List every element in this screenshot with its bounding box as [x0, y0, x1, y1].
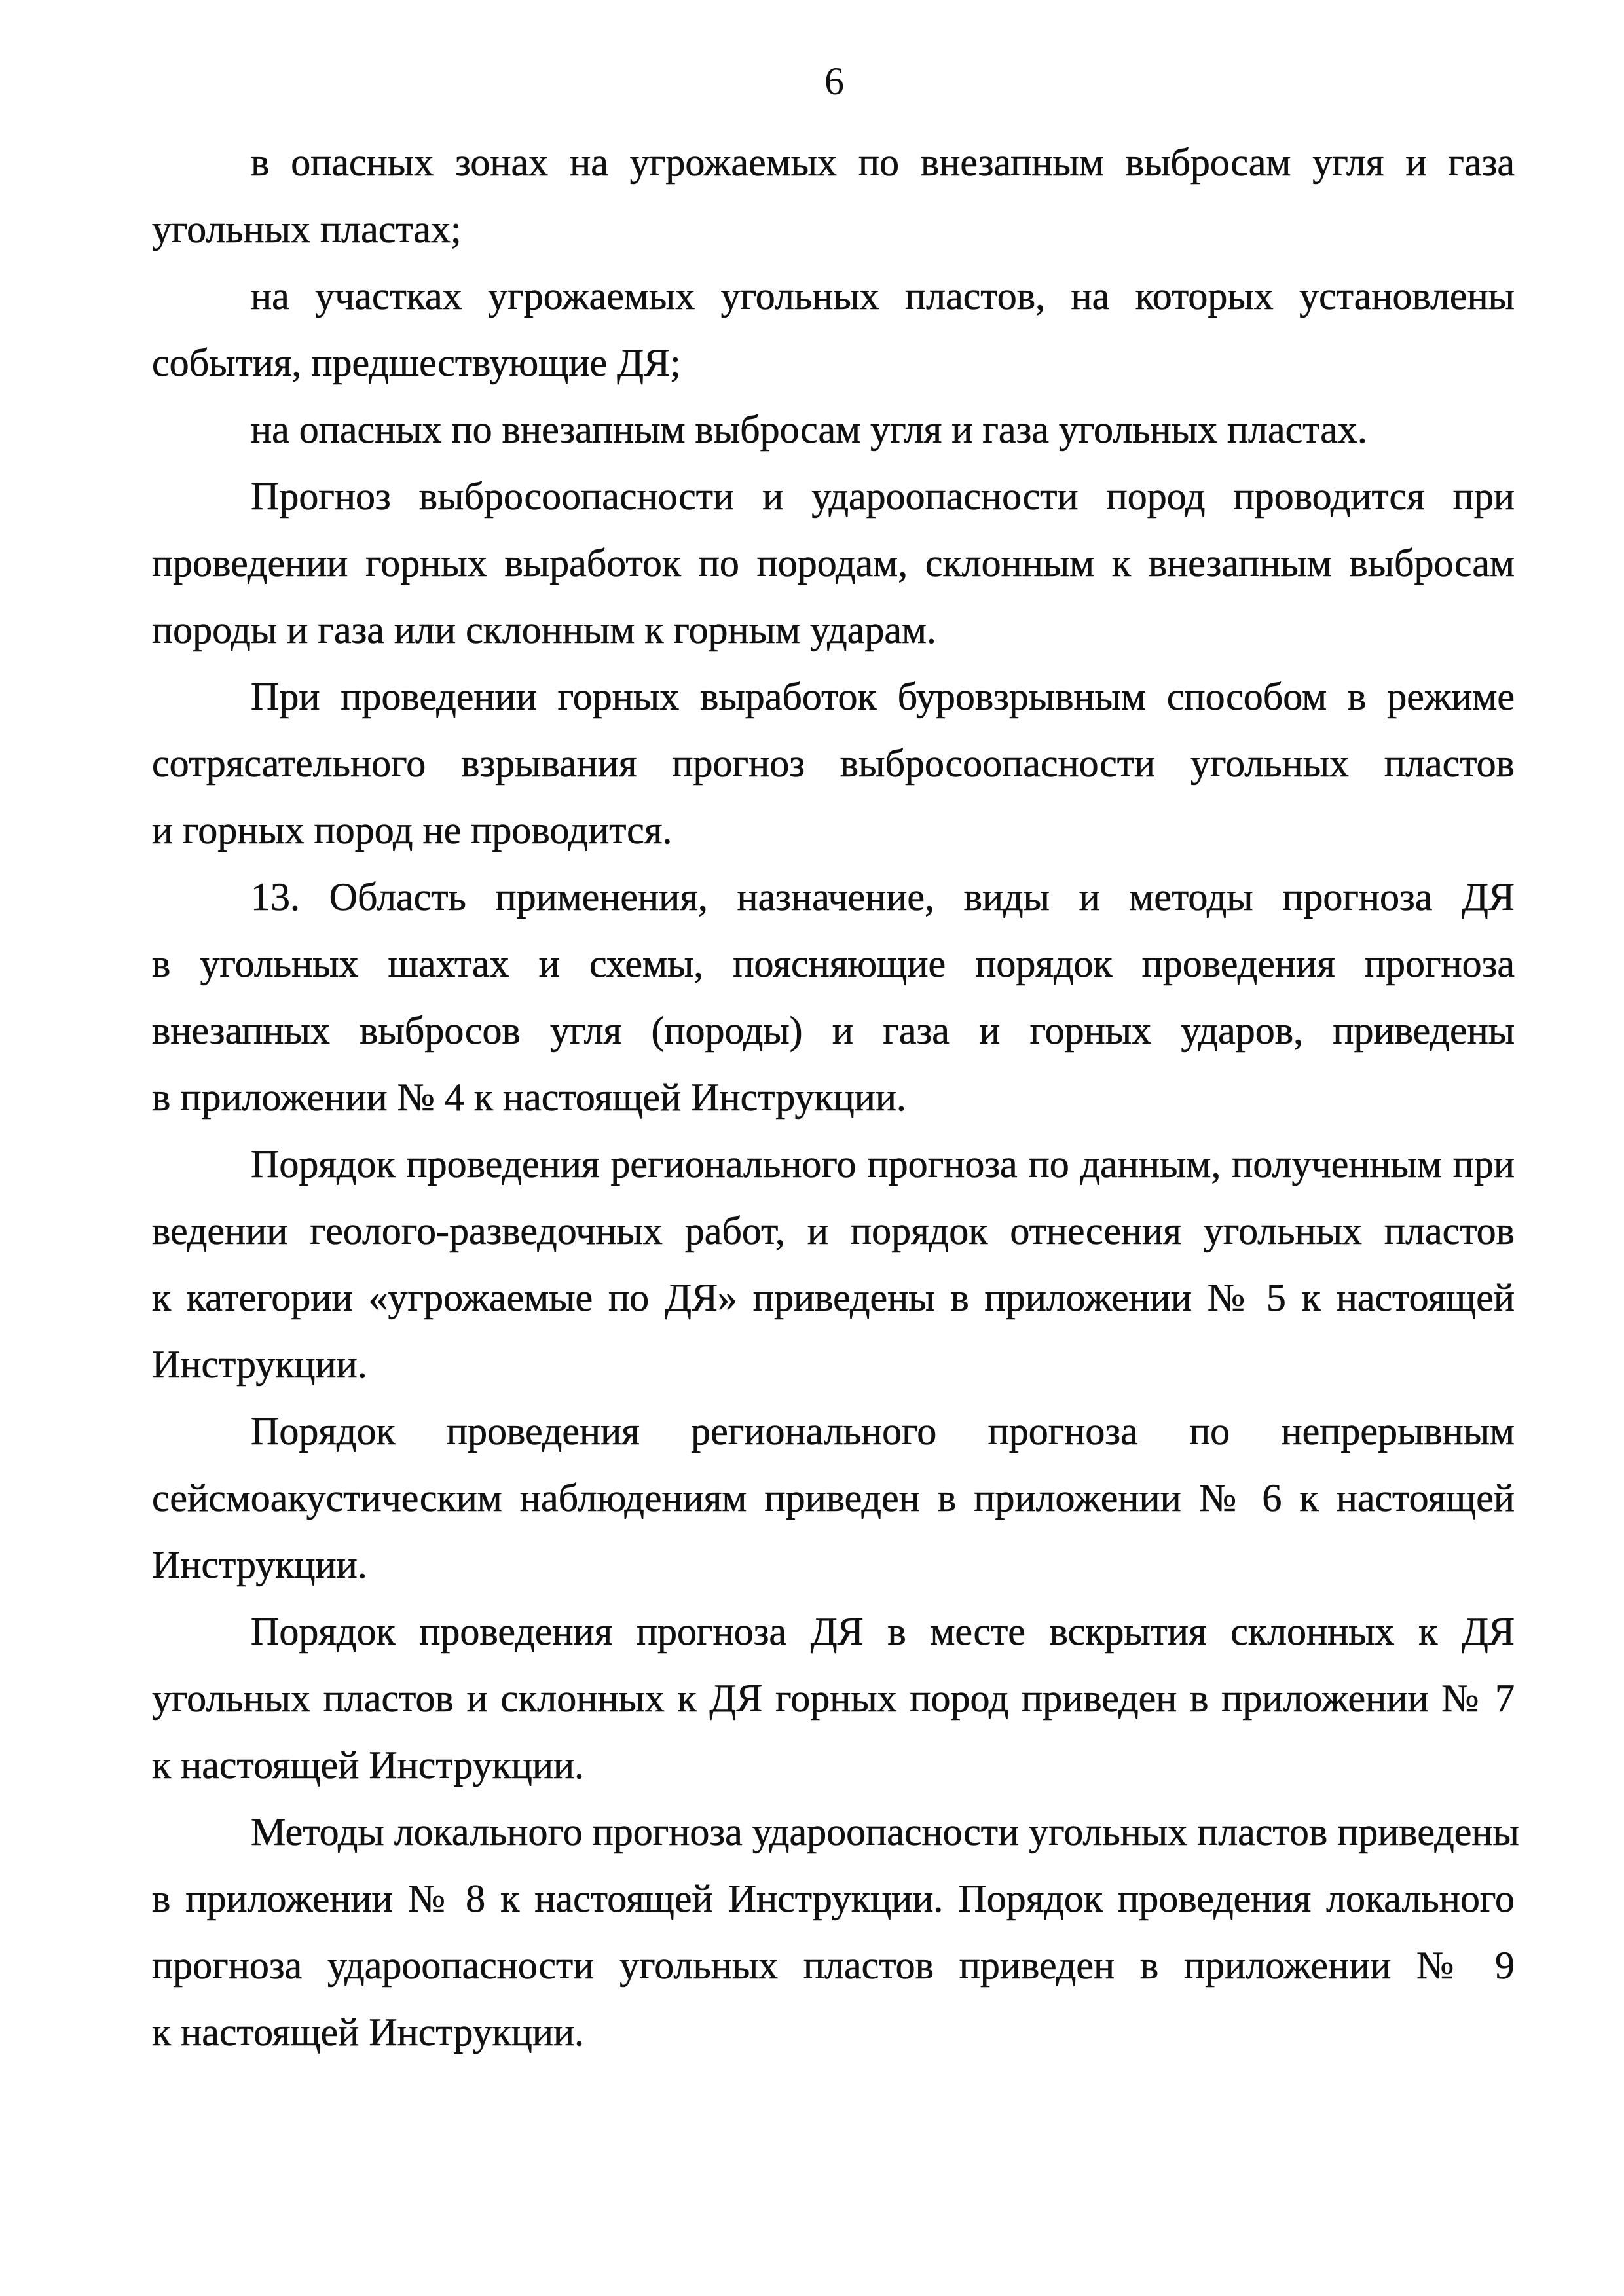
text-line: Прогноз выбросоопасности и удароопасности пород проводится при — [251, 475, 1515, 518]
text-line: к настоящей Инструкции. — [152, 1743, 585, 1787]
text-line: сотрясательного взрывания прогноз выбросоопасности угольных пластов — [152, 742, 1515, 785]
paragraph — [152, 129, 1515, 263]
text-line: Инструкции. — [152, 1543, 367, 1586]
paragraph — [152, 1398, 1515, 1598]
text-line: Инструкции. — [152, 1343, 367, 1386]
text-line: события, предшествующие ДЯ; — [152, 341, 681, 384]
text-line: внезапных выбросов угля (породы) и газа и горных ударов, приведены — [152, 1009, 1515, 1052]
text-line: угольных пластов и склонных к ДЯ горных пород приведен в приложении № 7 — [152, 1677, 1515, 1720]
text-line: к категории «угрожаемые по ДЯ» приведены в приложении № 5 к настоящей — [152, 1276, 1515, 1319]
text-line: Порядок проведения регионального прогноза по данным, полученным при — [251, 1142, 1515, 1186]
text-line: проведении горных выработок по породам, склонным к внезапным выбросам — [152, 541, 1515, 585]
text-line: ведении геолого-разведочных работ, и порядок отнесения угольных пластов — [152, 1209, 1515, 1252]
text-line: и горных пород не проводится. — [152, 809, 673, 852]
text-line: на опасных по внезапным выбросам угля и газа угольных пластах. — [251, 408, 1367, 451]
text-line: сейсмоакустическим наблюдениям приведен в приложении № 6 к настоящей — [152, 1476, 1515, 1520]
text-line: Методы локального прогноза удароопасности угольных пластов приведены — [251, 1810, 1519, 1853]
text-line: в приложении № 8 к настоящей Инструкции. Порядок проведения локального — [152, 1877, 1515, 1920]
paragraph — [152, 864, 1515, 1131]
paragraph — [152, 263, 1515, 396]
text-line: на участках угрожаемых угольных пластов, на которых установлены — [251, 274, 1515, 318]
text-line: Порядок проведения прогноза ДЯ в месте вскрытия склонных к ДЯ — [251, 1610, 1515, 1653]
text-line: прогноза удароопасности угольных пластов приведен в приложении № 9 — [152, 1944, 1515, 1987]
text-line: породы и газа или склонным к горным ударам. — [152, 608, 936, 651]
page-number: 6 — [824, 60, 844, 103]
document-body — [152, 129, 1519, 2066]
text-line: При проведении горных выработок буровзрывным способом в режиме — [251, 675, 1515, 718]
paragraph — [152, 1131, 1515, 1398]
paragraph — [152, 1598, 1515, 1798]
text-line: в опасных зонах на угрожаемых по внезапным выбросам угля и газа — [251, 141, 1515, 184]
text-line: Порядок проведения регионального прогноза по непрерывным — [251, 1410, 1515, 1453]
text-line: 13. Область применения, назначение, виды и методы прогноза ДЯ — [251, 875, 1515, 919]
text-line: к настоящей Инструкции. — [152, 2011, 585, 2054]
text-line: угольных пластах; — [152, 208, 462, 251]
paragraph — [152, 663, 1515, 864]
text-line: в приложении № 4 к настоящей Инструкции. — [152, 1076, 906, 1119]
text-line: в угольных шахтах и схемы, поясняющие порядок проведения прогноза — [152, 942, 1515, 985]
paragraph — [152, 463, 1515, 663]
paragraph — [152, 396, 1515, 463]
paragraph — [152, 1798, 1519, 2066]
